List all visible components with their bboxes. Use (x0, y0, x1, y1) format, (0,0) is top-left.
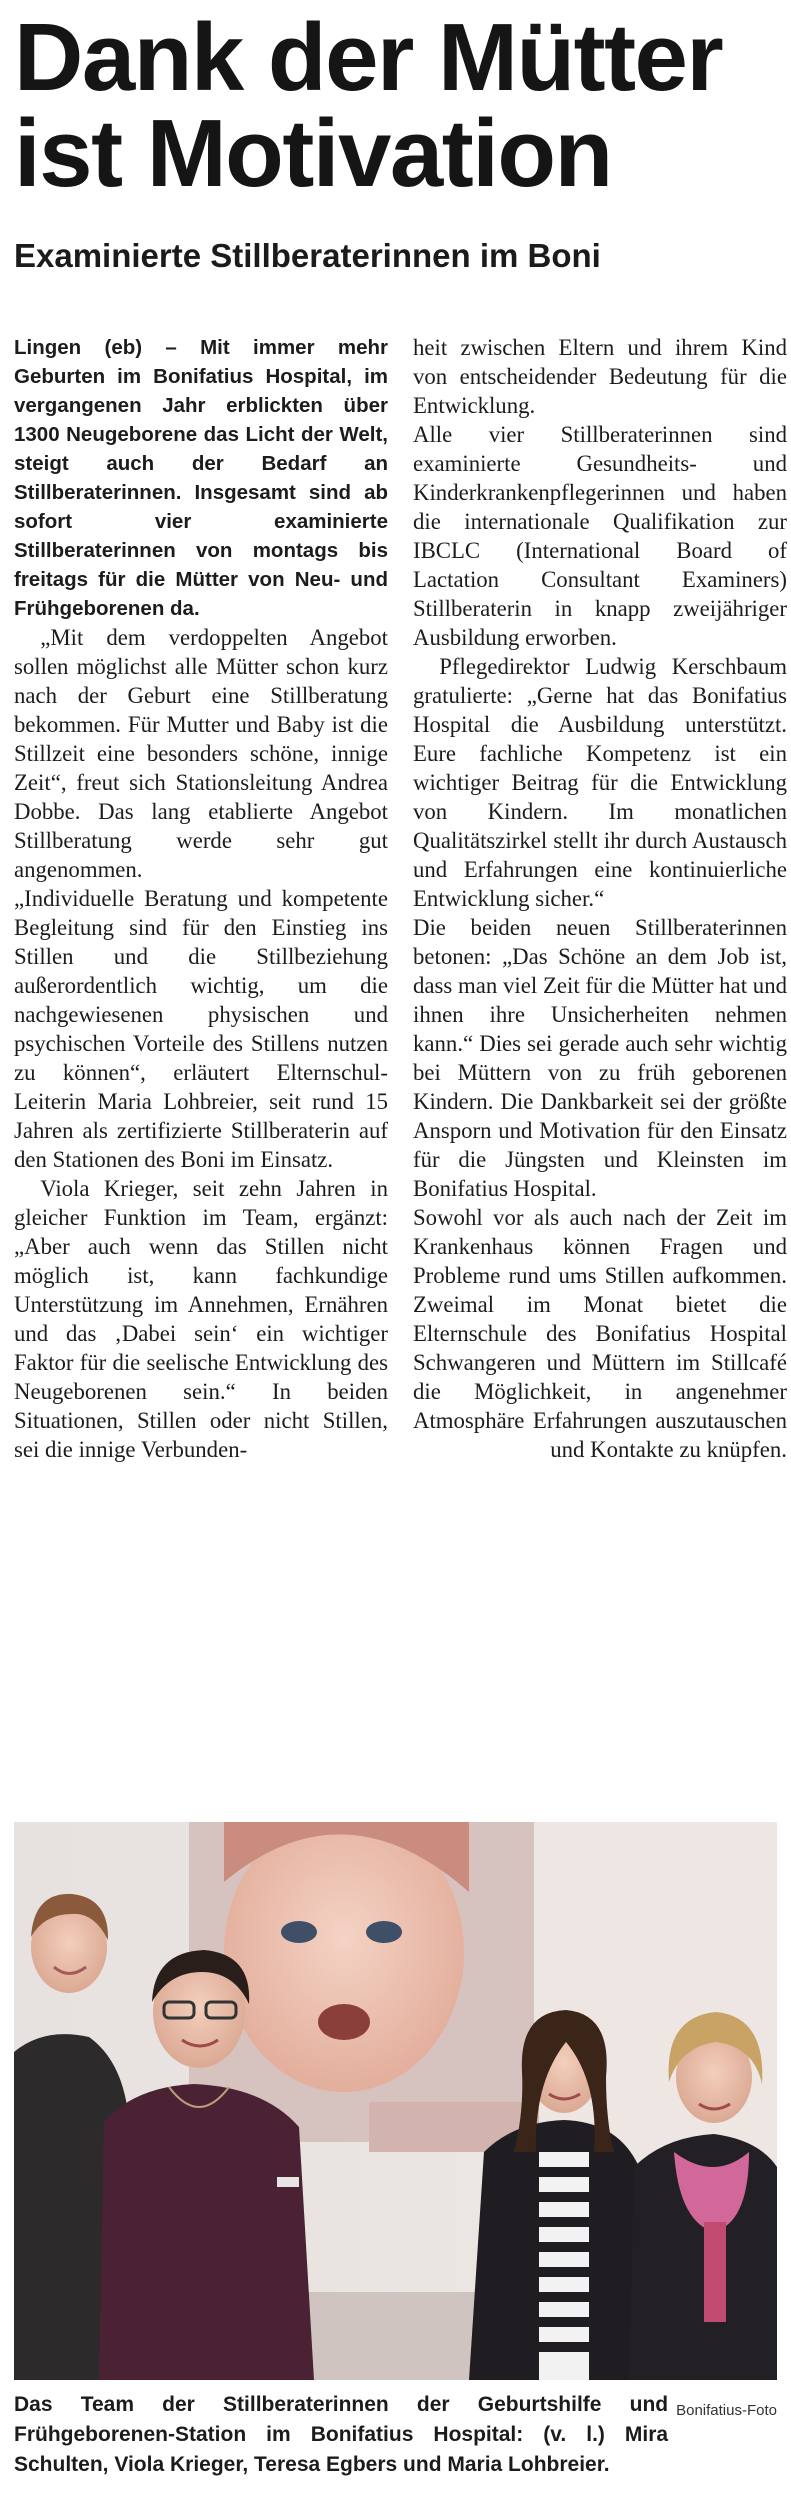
headline-line-2: ist Motivation (14, 100, 612, 207)
photo-credit: Bonifatius-Foto (676, 2402, 777, 2419)
body-paragraph: Die beiden neuen Stillberaterinnen betonen: „Das Schöne an dem Job ist, dass man viel Zeit für die Mütter hat und ihnen ihre Unsicherheiten nehmen kann.“ Dies sei gerade auch sehr wichtig bei Müttern von zu früh geborenen Kindern. Die Dankbarkeit sei der größte Ansporn und Motivation für den Einsatz für die Jüngsten und Kleinsten im Bonifatius Hospital. (413, 915, 787, 1201)
body-paragraph: heit zwischen Eltern und ihrem Kind von entscheidender Bedeutung für die Entwicklung. (413, 335, 787, 418)
body-paragraph: „Individuelle Beratung und kompetente Begleitung sind für den Einstieg ins Stillen und die Stillbeziehung außerordentlich wichtig, um die nachgewiesenen physischen und psychischen Vorteile des Stillens nutzen zu können“, erläutert Elternschul-Leiterin Maria Lohbreier, seit rund 15 Jahren als zertifizierte Stillberaterin auf den Stationen des Boni im Einsatz. (14, 886, 388, 1172)
team-photo (14, 1822, 777, 2380)
body-paragraph: „Mit dem verdoppelten Angebot sollen möglichst alle Mütter schon kurz nach der Geburt eine Stillberatung bekommen. Für Mutter und Baby ist die Stillzeit eine besonders schöne, innige Zeit“, freut sich Stationsleitung Andrea Dobbe. Das lang etablierte Angebot Stillberatung werde sehr gut angenommen. (14, 625, 388, 882)
lead-paragraph: Lingen (eb) – Mit immer mehr Geburten im Bonifatius Hospital, im vergangenen Jahr erblickten über 1300 Neugeborene das Licht der Welt, steigt auch der Bedarf an Stillberaterinnen. Insgesamt sind ab sofort vier examinierte Stillberaterinnen von montags bis freitags für die Mütter von Neu- und Frühgeborenen da. (14, 336, 388, 620)
article-column-right (413, 333, 787, 1464)
body-paragraph: Viola Krieger, seit zehn Jahren in gleicher Funktion im Team, ergänzt: „Aber auch wenn das Stillen nicht möglich ist, kann fachkundige Unterstützung im Annehmen, Ernähren und das ‚Dabei sein‘ ein wichtiger Faktor für die seelische Entwicklung des Neugeborenen sein.“ In beiden Situationen, Stillen oder nicht Stillen, sei die innige Verbunden- (14, 1176, 388, 1462)
team-photo-illustration (14, 1822, 777, 2380)
subheadline: Examinierte Stillberaterinnen im Boni (14, 237, 601, 274)
photo-caption-text: Das Team der Stillberaterinnen der Geburtshilfe und Frühgeborenen-Station im Bonifatius Hospital: (v. l.) Mira Schulten, Viola Krieger, Teresa Egbers und Maria Lohbreier. (14, 2393, 669, 2476)
headline-line-1: Dank der Mütter (14, 4, 723, 111)
article-column-left (14, 333, 388, 1464)
body-paragraph: Alle vier Stillberaterinnen sind examinierte Gesundheits- und Kinderkrankenpflegerinnen und haben die internationale Qualifikation zur IBCLC (International Board of Lactation Consultant Examiners) Stillberaterin in knapp zweijähriger Ausbildung erworben. (413, 422, 787, 650)
photo-caption (14, 2390, 777, 2480)
body-paragraph: Pflegedirektor Ludwig Kerschbaum gratulierte: „Gerne hat das Bonifatius Hospital die Ausbildung unterstützt. Eure fachliche Kompetenz ist ein wichtiger Beitrag für die Entwicklung von Kindern. Im monatlichen Qualitätszirkel stellt ihr durch Austausch und Erfahrungen eine kontinuierliche Entwicklung sicher.“ (413, 654, 787, 911)
headline (14, 4, 784, 207)
body-paragraph: Sowohl vor als auch nach der Zeit im Krankenhaus können Fragen und Probleme rund ums Stillen aufkommen. Zweimal im Monat bietet die Elternschule des Bonifatius Hospital Schwangeren und Müttern im Stillcafé die Möglichkeit, in angenehmer Atmosphäre Erfahrungen auszutauschen und Kontakte zu knüpfen. (413, 1205, 787, 1462)
